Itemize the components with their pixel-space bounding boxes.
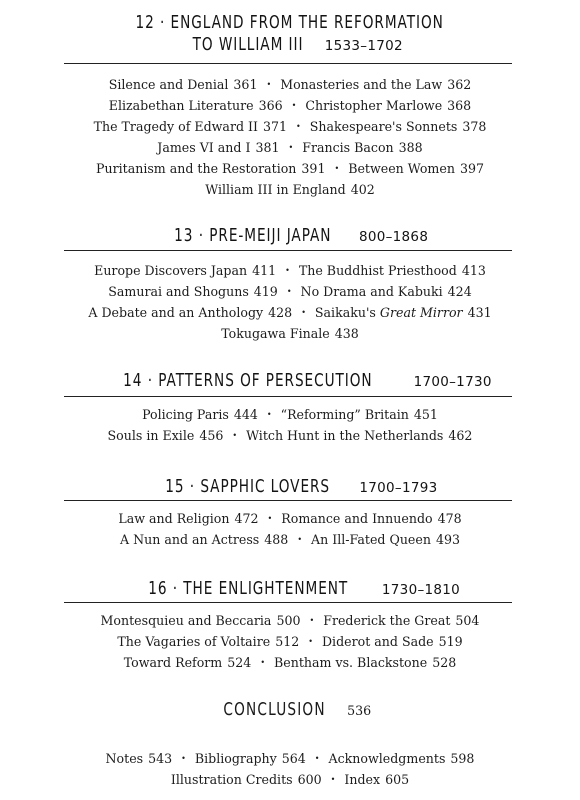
toc-entry-title: William III in England [205, 182, 346, 197]
toc-entry-page: 488 [264, 532, 289, 547]
toc-entry-page: 431 [467, 305, 492, 320]
toc-entry-page: 451 [413, 407, 438, 422]
bullet-separator: • [285, 266, 290, 275]
bullet-separator: • [309, 616, 315, 625]
toc-entry-title: The Buddhist Priesthood [298, 263, 457, 278]
toc-entry [124, 655, 252, 670]
toc-entry-page: 428 [268, 305, 293, 320]
conclusion-page: 536 [347, 703, 372, 718]
number-separator: · [172, 579, 178, 599]
chapter-number: 13 [173, 226, 194, 246]
chapter-rule [64, 500, 512, 501]
toc-entry-title: Illustration Credits [170, 772, 293, 787]
toc-entry-page: 361 [233, 77, 258, 92]
toc-entry [274, 655, 456, 670]
toc-entry-title: Puritanism and the Restoration [96, 161, 297, 176]
toc-entry-page: 402 [350, 182, 375, 197]
chapter-title-line2: TO WILLIAM III [192, 35, 304, 55]
chapter-rule [64, 63, 512, 64]
toc-entry-title: “Reforming” Britain [280, 407, 409, 422]
toc-entry [108, 428, 224, 443]
chapter-13 [0, 225, 580, 248]
toc-entry-title: Frederick the Great [323, 613, 451, 628]
bullet-separator: • [291, 101, 297, 110]
toc-row [0, 74, 580, 95]
toc-row [0, 631, 580, 652]
toc-entry-title: Saikaku's [314, 305, 380, 320]
toc-row [0, 116, 580, 137]
toc-row [0, 769, 580, 790]
toc-entry-title: Elizabethan Literature [108, 98, 254, 113]
bullet-separator: • [296, 122, 301, 131]
toc-entry-italic: Great Mirror [379, 305, 463, 320]
toc-entry-page: 378 [462, 119, 487, 134]
toc-row [0, 529, 580, 550]
toc-entry-page: 456 [199, 428, 224, 443]
chapter-title-line2-wrap [0, 34, 580, 57]
chapter-16 [0, 578, 580, 601]
toc-entry [305, 98, 471, 113]
bullet-separator: • [330, 775, 336, 784]
chapter-heading [0, 225, 580, 248]
toc-entry-title: Francis Bacon [302, 140, 394, 155]
toc-entry-page: 368 [447, 98, 472, 113]
toc-entry [142, 407, 258, 422]
toc-entry-page: 493 [435, 532, 460, 547]
chapter-title-line1: THE ENLIGHTENMENT [183, 579, 349, 599]
chapter-dates: 1700–1793 [359, 480, 438, 496]
chapter-heading [0, 370, 580, 393]
toc-entry-title: Index [344, 772, 381, 787]
number-separator: · [190, 477, 196, 497]
toc-entry-page: 478 [437, 511, 462, 526]
toc-entry [280, 77, 471, 92]
chapter-14 [0, 370, 580, 393]
toc-entry-title: Law and Religion [118, 511, 230, 526]
toc-entry-page: 388 [398, 140, 423, 155]
toc-entry [195, 751, 306, 766]
toc-entry-title: Europe Discovers Japan [94, 263, 248, 278]
toc-entry [301, 284, 472, 299]
toc-entry-page: 519 [438, 634, 463, 649]
chapter-14-entries [0, 404, 580, 446]
toc-entry-title: Montesquieu and Beccaria [100, 613, 272, 628]
number-separator: · [198, 226, 204, 246]
chapter-title [148, 578, 348, 600]
toc-row [0, 425, 580, 446]
bullet-separator: • [260, 658, 266, 667]
chapter-16-entries [0, 610, 580, 673]
toc-entry [322, 634, 463, 649]
toc-entry-page: 444 [233, 407, 258, 422]
chapter-number: 14 [123, 371, 143, 391]
toc-entry [323, 613, 479, 628]
bullet-separator: • [334, 164, 340, 173]
bullet-separator: • [267, 514, 273, 523]
toc-entry-page: 524 [227, 655, 252, 670]
toc-entry-title: Diderot and Sade [321, 634, 434, 649]
toc-entry [281, 407, 438, 422]
toc-entry-page: 366 [258, 98, 283, 113]
toc-entry-title: Romance and Innuendo [281, 511, 433, 526]
chapter-number: 15 [165, 477, 185, 497]
chapter-dates: 1700–1730 [413, 374, 492, 390]
toc-entry-title: Notes [105, 751, 144, 766]
toc-entry-title: Monasteries and the Law [280, 77, 443, 92]
bullet-separator: • [297, 535, 303, 544]
chapter-rule [64, 602, 512, 603]
toc-entry-page: 462 [448, 428, 473, 443]
toc-entry-page: 605 [385, 772, 410, 787]
toc-entry [94, 119, 287, 134]
toc-entry [109, 77, 258, 92]
toc-entry [96, 161, 325, 176]
toc-entry-page: 424 [447, 284, 472, 299]
chapter-title-line1: PATTERNS OF PERSECUTION [158, 371, 373, 391]
chapter-rule [64, 250, 512, 251]
toc-entry-page: 600 [297, 772, 322, 787]
chapter-15-entries [0, 508, 580, 550]
toc-entry-title: Silence and Denial [108, 77, 229, 92]
toc-entry-page: 500 [276, 613, 301, 628]
number-separator: · [147, 371, 154, 391]
toc-entry [315, 305, 492, 320]
toc-row [0, 95, 580, 116]
chapter-number: 12 [135, 13, 156, 33]
toc-entry [88, 305, 292, 320]
toc-entry [329, 751, 475, 766]
toc-row [0, 652, 580, 673]
bullet-separator: • [232, 431, 238, 440]
toc-entry-page: 413 [461, 263, 486, 278]
toc-entry [310, 119, 487, 134]
chapter-dates: 1730–1810 [381, 582, 461, 598]
chapter-title [123, 370, 372, 392]
toc-entry-title: Toward Reform [123, 655, 223, 670]
toc-entry-page: 391 [301, 161, 326, 176]
toc-row [0, 179, 580, 200]
toc-row [0, 281, 580, 302]
bullet-separator: • [301, 308, 306, 317]
chapter-13-entries [0, 260, 580, 344]
bullet-separator: • [288, 143, 294, 152]
chapter-rule [64, 396, 512, 397]
toc-entry-page: 411 [252, 263, 277, 278]
bullet-separator: • [314, 754, 320, 763]
bullet-separator: • [286, 287, 292, 296]
toc-entry [101, 613, 301, 628]
toc-entry-title: Between Women [348, 161, 455, 176]
toc-entry-page: 472 [234, 511, 259, 526]
chapter-title-line1: SAPPHIC LOVERS [200, 477, 331, 497]
chapter-12-entries [0, 74, 580, 200]
toc-entry-title: Shakespeare's Sonnets [309, 119, 458, 134]
toc-entry-page: 438 [334, 326, 359, 341]
chapter-title-line1: ENGLAND FROM THE REFORMATION [170, 13, 445, 33]
toc-entry-title: No Drama and Kabuki [300, 284, 443, 299]
bullet-separator: • [308, 637, 313, 646]
toc-entry-title: James VI and I [157, 140, 251, 155]
toc-entry-title: Christopher Marlowe [305, 98, 443, 113]
number-separator: · [160, 13, 166, 33]
toc-entry [281, 511, 461, 526]
toc-entry-title: Samurai and Shoguns [108, 284, 249, 299]
chapter-number: 16 [148, 579, 168, 599]
toc-entry [348, 161, 484, 176]
toc-entry [344, 772, 409, 787]
toc-entry-page: 362 [447, 77, 472, 92]
toc-entry [157, 140, 279, 155]
toc-entry [118, 511, 258, 526]
toc-entry [171, 772, 322, 787]
toc-row [0, 302, 580, 323]
toc-entry-title: A Debate and an Anthology [88, 305, 264, 320]
toc-row [0, 610, 580, 631]
chapter-title [136, 12, 444, 34]
chapter-heading [0, 12, 580, 57]
toc-entry-page: 543 [148, 751, 173, 766]
toc-entry-title: Tokugawa Finale [221, 326, 330, 341]
toc-entry [302, 140, 422, 155]
toc-row [0, 404, 580, 425]
toc-entry-title: The Tragedy of Edward II [93, 119, 258, 134]
toc-row [0, 158, 580, 179]
toc-entry-page: 381 [255, 140, 280, 155]
toc-entry-title: The Vagaries of Voltaire [117, 634, 271, 649]
chapter-dates: 800–1868 [358, 229, 429, 245]
toc-entry [94, 263, 276, 278]
chapter-title [166, 476, 331, 498]
toc-entry-title: Acknowledgments [328, 751, 446, 766]
toc-row [0, 137, 580, 158]
chapter-dates: 1533–1702 [324, 38, 403, 54]
chapter-12 [0, 12, 580, 57]
toc-entry [311, 532, 460, 547]
toc-entry-page: 504 [455, 613, 480, 628]
toc-entry-title: An Ill-Fated Queen [311, 532, 431, 547]
chapter-heading [0, 578, 580, 601]
toc-entry-title: Bibliography [194, 751, 277, 766]
chapter-title [174, 225, 331, 247]
toc-row [0, 508, 580, 529]
toc-entry-page: 564 [281, 751, 306, 766]
bullet-separator: • [266, 410, 272, 419]
toc-entry [106, 751, 173, 766]
toc-entry-title: Bentham vs. Blackstone [274, 655, 428, 670]
toc-entry-page: 371 [262, 119, 288, 134]
chapter-heading [0, 476, 580, 499]
toc-row [0, 323, 580, 344]
chapter-15 [0, 476, 580, 499]
toc-entry-title: A Nun and an Actress [120, 532, 260, 547]
toc-entry-page: 528 [432, 655, 457, 670]
back-matter-entries [0, 748, 580, 790]
toc-entry [117, 634, 299, 649]
bullet-separator: • [181, 754, 186, 763]
toc-entry-page: 512 [275, 634, 300, 649]
toc-entry-page: 598 [450, 751, 475, 766]
conclusion-title: CONCLUSION [223, 700, 326, 720]
toc-entry [246, 428, 472, 443]
toc-entry-page: 397 [459, 161, 484, 176]
conclusion-heading [0, 700, 580, 720]
chapter-title-line1: PRE-MEIJI JAPAN [209, 226, 332, 246]
toc-entry-page: 419 [253, 284, 278, 299]
toc-row [0, 260, 580, 281]
toc-entry-title: Souls in Exile [107, 428, 195, 443]
toc-entry [299, 263, 486, 278]
toc-entry [120, 532, 288, 547]
toc-entry-title: Policing Paris [142, 407, 229, 422]
toc-entry [108, 284, 278, 299]
bullet-separator: • [266, 80, 272, 89]
toc-entry [205, 182, 374, 197]
toc-entry [109, 98, 283, 113]
toc-row [0, 748, 580, 769]
toc-entry [221, 326, 359, 341]
toc-entry-title: Witch Hunt in the Netherlands [246, 428, 444, 443]
